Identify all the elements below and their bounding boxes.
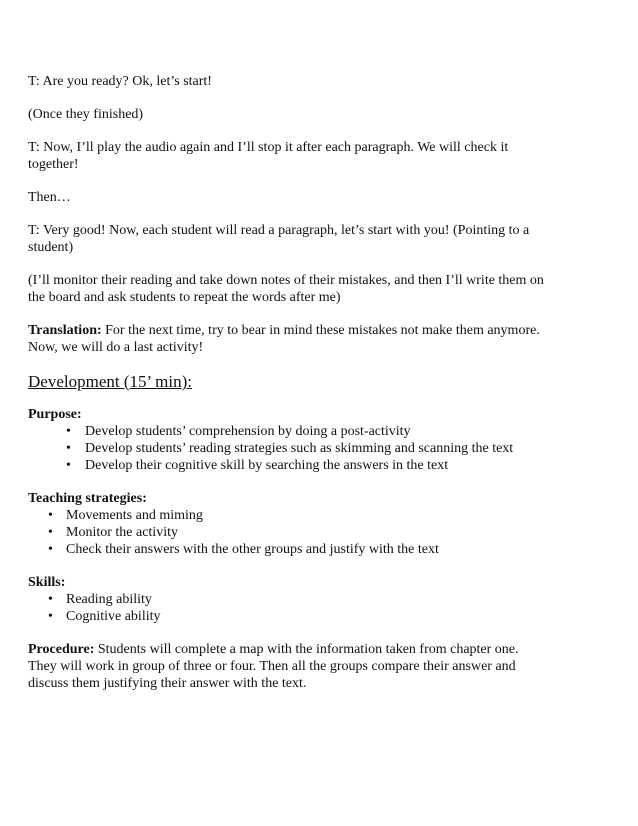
translation-label: Translation: [28,323,102,338]
procedure-paragraph [28,641,550,692]
list-item [28,457,550,474]
purpose-label: Purpose: [28,407,82,422]
paragraph-then: Then… [28,190,71,205]
paragraph-play-audio: T: Now, I’ll play the audio again and I’ll stop it after each paragraph. We will check it together! [28,140,509,172]
list-item-text: Monitor the activity [66,525,178,540]
paragraph-very-good: T: Very good! Now, each student will read a paragraph, let’s start with you! (Pointing to a student) [28,223,530,255]
list-item-text: Develop students’ reading strategies such as skimming and scanning the text [85,441,514,456]
list-item-text: Reading ability [66,592,152,607]
paragraph-monitor-reading: (I’ll monitor their reading and take down notes of their mistakes, and then I’ll write them on the board and ask students to repeat the words after me) [28,273,544,305]
bullet-icon: • [48,592,53,607]
paragraph-ready: T: Are you ready? Ok, let’s start! [28,74,212,89]
list-item [28,608,550,625]
bullet-icon: • [48,542,53,557]
procedure-text: Students will complete a map with the information taken from chapter one. They will work in group of three or four. Then all the groups compare their answer and discuss them justifying their answer with the text. [28,642,519,691]
list-item-text: Cognitive ability [66,609,161,624]
list-item-text: Develop their cognitive skill by searching the answers in the text [85,458,449,473]
list-item [28,541,550,558]
list-item [28,507,550,524]
list-item [28,440,550,457]
bullet-icon: • [48,525,53,540]
list-item [28,423,550,440]
bullet-icon: • [66,458,71,473]
purpose-list [28,423,550,474]
list-item-text: Develop students’ comprehension by doing a post-activity [85,424,411,439]
bullet-icon: • [48,609,53,624]
list-item [28,591,550,608]
procedure-label: Procedure: [28,642,95,657]
teaching-strategies-label: Teaching strategies: [28,491,147,506]
bullet-icon: • [66,441,71,456]
skills-label: Skills: [28,575,66,590]
list-item [28,524,550,541]
paragraph-once-finished: (Once they finished) [28,107,144,122]
teaching-strategies-list [28,507,550,558]
bullet-icon: • [66,424,71,439]
bullet-icon: • [48,508,53,523]
list-item-text: Check their answers with the other groups and justify with the text [66,542,439,557]
document-page [28,73,550,708]
translation-paragraph [28,322,550,356]
list-item-text: Movements and miming [66,508,203,523]
development-heading: Development (15’ min): [28,372,192,391]
skills-list [28,591,550,625]
translation-text: For the next time, try to bear in mind these mistakes not make them anymore. Now, we will do a last activity! [28,323,540,355]
